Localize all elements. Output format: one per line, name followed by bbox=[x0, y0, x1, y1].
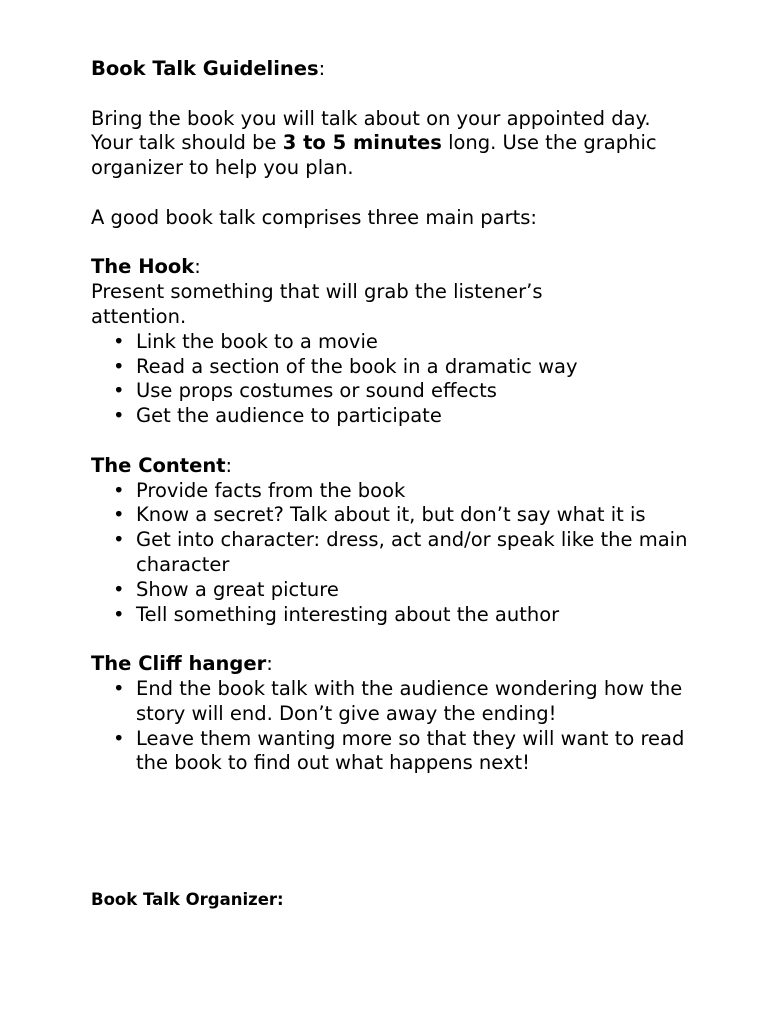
section-heading-text: The Cliff hanger bbox=[91, 652, 267, 676]
section-heading-colon: : bbox=[225, 453, 233, 477]
intro-text-2: long. Use the graphic organizer to help you plan. bbox=[91, 131, 657, 180]
document-title bbox=[91, 57, 691, 82]
section-heading-text: The Content bbox=[91, 453, 226, 477]
list-item: • Leave them wanting more so that they will want to read the book to find out what happens next! bbox=[136, 727, 691, 777]
cliffhanger-list bbox=[91, 677, 691, 776]
guidelines-content bbox=[91, 57, 691, 776]
section-heading-content bbox=[91, 454, 691, 479]
hook-description: Present something that will grab the listener’s attention. bbox=[91, 280, 543, 328]
list-item: • Show a great picture bbox=[136, 578, 691, 603]
spacer bbox=[91, 429, 691, 454]
list-item: • End the book talk with the audience wondering how the story will end. Don’t give away the ending! bbox=[136, 677, 691, 727]
list-item: • Tell something interesting about the author bbox=[136, 603, 691, 628]
content-list bbox=[91, 479, 691, 628]
list-item: • Get into character: dress, act and/or speak like the main character bbox=[136, 528, 691, 578]
section-heading-text: The Hook bbox=[91, 255, 195, 279]
section-heading-cliffhanger bbox=[91, 652, 691, 677]
intro-duration: 3 to 5 minutes bbox=[282, 131, 442, 155]
section-heading-hook bbox=[91, 255, 691, 280]
list-item: • Use props costumes or sound effects bbox=[136, 379, 691, 404]
section-heading-colon: : bbox=[266, 652, 273, 676]
hook-list bbox=[91, 330, 691, 429]
title-colon: : bbox=[318, 57, 326, 80]
list-item: • Get the audience to participate bbox=[136, 404, 691, 429]
spacer bbox=[91, 627, 691, 652]
intro-paragraph bbox=[91, 107, 691, 181]
section-heading-colon: : bbox=[194, 255, 201, 279]
spacer bbox=[91, 181, 691, 206]
intro-text-1: Bring the book you will talk about on your appointed day. Your talk should be bbox=[91, 106, 651, 155]
list-item: • Provide facts from the book bbox=[136, 479, 691, 504]
spacer bbox=[91, 231, 691, 256]
list-item: • Know a secret? Talk about it, but don’t say what it is bbox=[136, 503, 691, 528]
title-text: Book Talk Guidelines bbox=[91, 57, 319, 80]
list-item: • Read a section of the book in a dramatic way bbox=[136, 355, 691, 380]
list-item: • Link the book to a movie bbox=[136, 330, 691, 355]
spacer bbox=[91, 82, 691, 107]
organizer-title: Book Talk Organizer: bbox=[91, 890, 284, 909]
parts-intro: A good book talk comprises three main parts: bbox=[91, 205, 537, 229]
